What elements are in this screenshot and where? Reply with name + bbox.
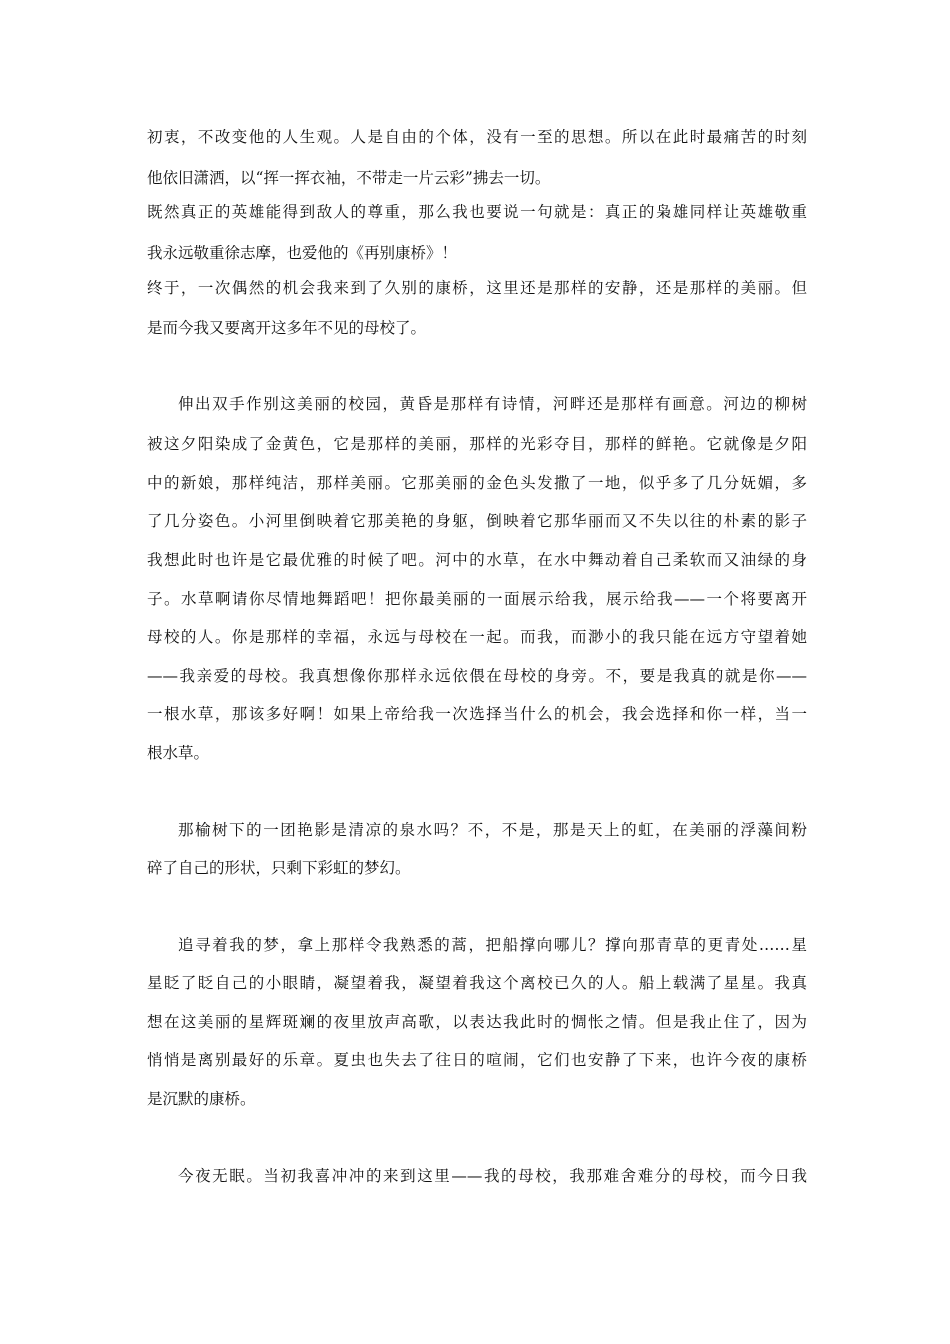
paragraph-4-line-2: 星眨了眨自己的小眼睛，凝望着我，凝望着我这个离校已久的人。船上载满了星星。我真 [147, 974, 807, 992]
paragraph-3-line-2: 碎了自己的形状，只剩下彩虹的梦幻。 [147, 859, 411, 877]
paragraph-2-line-3: 中的新娘，那样纯洁，那样美丽。它那美丽的金色头发撒了一地，似乎多了几分妩媚，多 [147, 474, 807, 492]
text-line-2: 他依旧潇洒，以“挥一挥衣袖，不带走一片云彩”拂去一切。 [147, 169, 551, 187]
paragraph-2-line-2: 被这夕阳染成了金黄色，它是那样的美丽，那样的光彩夺目，那样的鲜艳。它就像是夕阳 [147, 435, 807, 453]
text-line-3: 既然真正的英雄能得到敌人的尊重，那么我也要说一句就是：真正的枭雄同样让英雄敬重 [147, 203, 807, 221]
paragraph-2-line-9: 一根水草，那该多好啊！如果上帝给我一次选择当什么的机会，我会选择和你一样，当一 [147, 705, 807, 723]
paragraph-4-line-5: 是沉默的康桥。 [147, 1090, 256, 1108]
paragraph-4-line-4: 悄悄是离别最好的乐章。夏虫也失去了往日的喧闹，它们也安静了下来，也许今夜的康桥 [147, 1051, 807, 1069]
paragraph-5-line-1: 今夜无眠。当初我喜冲冲的来到这里——我的母校，我那难舍难分的母校，而今日我 [178, 1167, 807, 1185]
paragraph-4-line-1: 追寻着我的梦，拿上那样令我熟悉的蒿，把船撑向哪儿？撑向那青草的更青处……星 [178, 936, 807, 954]
text-line-4: 我永远敬重徐志摩，也爱他的《再别康桥》！ [147, 244, 458, 262]
paragraph-2-line-7: 母校的人。你是那样的幸福，永远与母校在一起。而我，而渺小的我只能在远方守望着她 [147, 628, 807, 646]
paragraph-2-line-6: 子。水草啊请你尽情地舞蹈吧！把你最美丽的一面展示给我，展示给我——一个将要离开 [147, 590, 807, 608]
paragraph-2-line-1: 伸出双手作别这美丽的校园，黄昏是那样有诗情，河畔还是那样有画意。河边的柳树 [178, 395, 807, 413]
text-line-1: 初衷，不改变他的人生观。人是自由的个体，没有一至的思想。所以在此时最痛苦的时刻 [147, 128, 807, 146]
paragraph-2-line-4: 了几分姿色。小河里倒映着它那美艳的身躯，倒映着它那华丽而又不失以往的朴素的影子 [147, 512, 807, 530]
paragraph-2-line-5: 我想此时也许是它最优雅的时候了吧。河中的水草，在水中舞动着自己柔软而又油绿的身 [147, 551, 807, 569]
paragraph-3-line-1: 那榆树下的一团艳影是清凉的泉水吗？不，不是，那是天上的虹，在美丽的浮藻间粉 [178, 821, 807, 839]
text-line-6: 是而今我又要离开这多年不见的母校了。 [147, 319, 427, 337]
text-line-5: 终于，一次偶然的机会我来到了久别的康桥，这里还是那样的安静，还是那样的美丽。但 [147, 279, 807, 297]
paragraph-2-line-10: 根水草。 [147, 744, 210, 762]
paragraph-4-line-3: 想在这美丽的星辉斑斓的夜里放声高歌，以表达我此时的惆怅之情。但是我止住了，因为 [147, 1013, 807, 1031]
paragraph-2-line-8: ——我亲爱的母校。我真想像你那样永远依偎在母校的身旁。不，要是我真的就是你—— [147, 667, 807, 685]
